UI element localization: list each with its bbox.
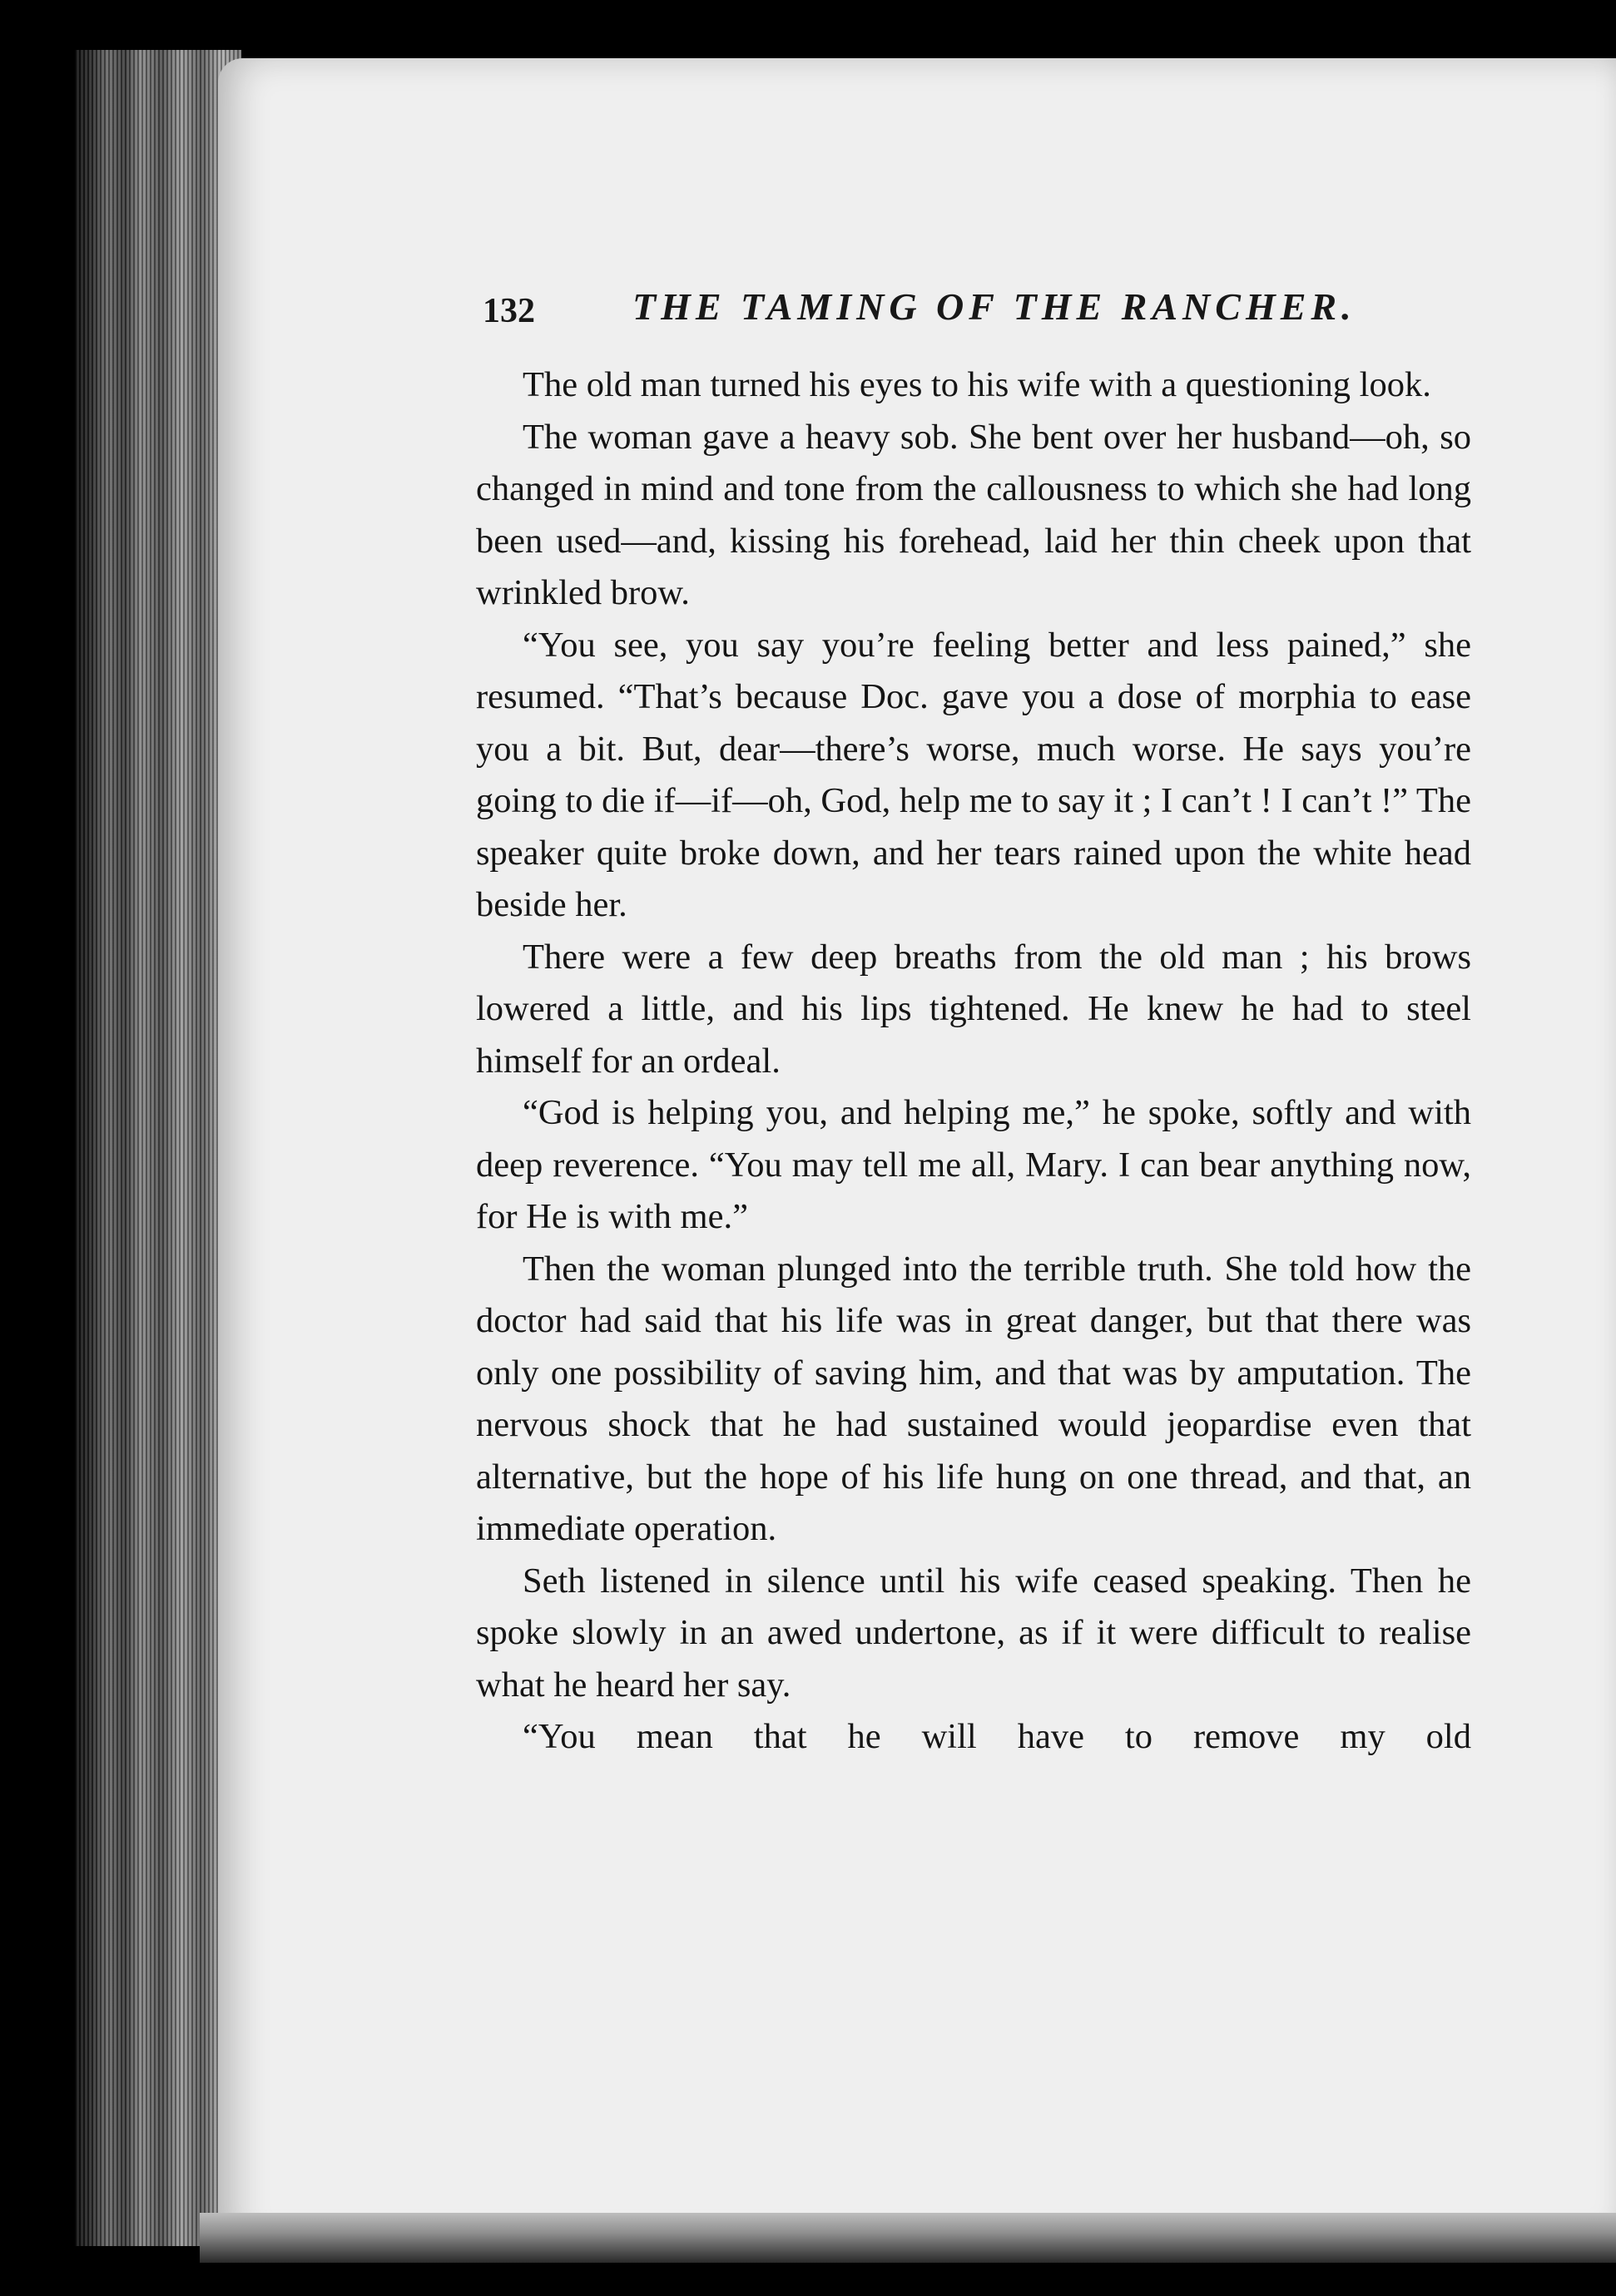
paragraph-7: Seth listened in silence until his wife ceased speaking. Then he spoke slowly in an awed undertone, as if it were difficult to realise what he heard her say.	[476, 1561, 1471, 1705]
book-spine-edge	[75, 50, 241, 2246]
paragraph-4: There were a few deep breaths from the old man ; his brows lowered a little, and his lips tightened. He knew he had to steel himself for an ordeal.	[476, 937, 1471, 1081]
paragraph-2: The woman gave a heavy sob. She bent over her husband—oh, so changed in mind and tone from the callousness to which she had long been used—and, kissing his forehead, laid her thin cheek upon that wrinkled brow.	[476, 417, 1471, 612]
paragraph-6: Then the woman plunged into the terrible truth. She told how the doctor had said that his life was in great danger, but that there was only one possibility of saving him, and that was by amputation. The nervous shock that he had sustained would jeopardise even that alternative, but the hope of his life hung on one thread, and that, an immediate operation.	[476, 1249, 1471, 1548]
paragraph-5: “God is helping you, and helping me,” he spoke, softly and with deep reverence. “You may tell me all, Mary. I can bear anything now, for He is with me.”	[476, 1093, 1471, 1236]
paragraph-1: The old man turned his eyes to his wife with a questioning look.	[523, 365, 1431, 404]
running-title: THE TAMING OF THE RANCHER.	[632, 285, 1356, 328]
page-header	[483, 285, 1365, 343]
paragraph-8: “You mean that he will have to remove my old	[523, 1717, 1471, 1756]
paragraph-3: “You see, you say you’re feeling better and less pained,” she resumed. “That’s because Doc. gave you a dose of morphia to ease you a bit. But, dear—there’s worse, much worse. He says you’re going to die if—if—oh, God, help me to say it ; I can’t ! I can’t !” The speaker quite broke down, and her tears rained upon the white head beside her.	[476, 625, 1471, 924]
page-bottom-edge	[200, 2213, 1616, 2263]
body-text	[476, 359, 1471, 1764]
page-number: 132	[483, 292, 535, 330]
